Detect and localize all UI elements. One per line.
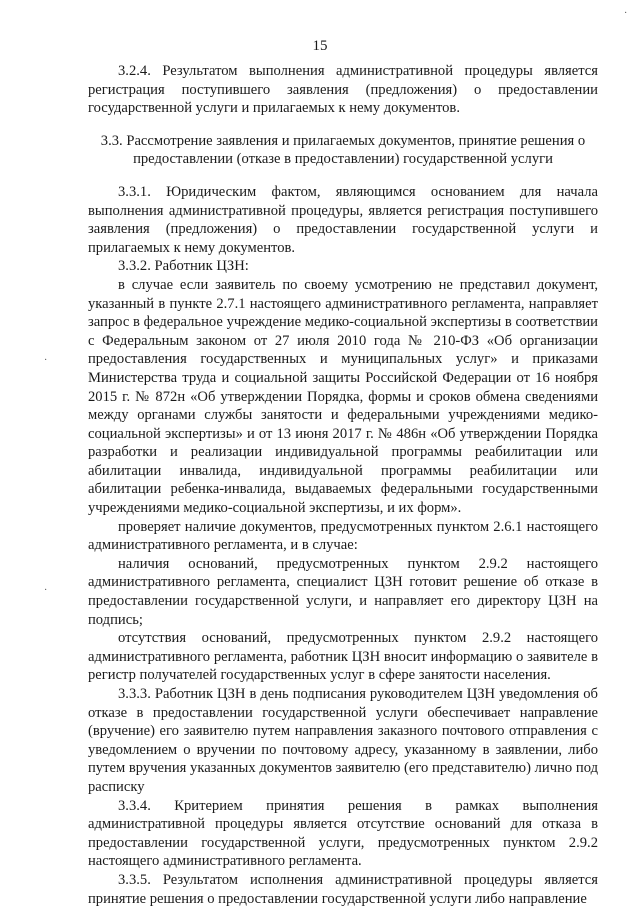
paragraph-3-3-2-register: отсутствия оснований, предусмотренных пунктом 2.9.2 настоящего административного регламента, работник ЦЗН вносит информацию о заявителе в регистр получателей государственных услуг в сфере занятости населения. bbox=[88, 630, 598, 684]
paragraph-3-3-2-request: в случае если заявитель по своему усмотрению не представил документ, указанный в пункте 2.7.1 настоящего административного регламента, направляет запрос в федеральное учреждение медико-социальной экспертизы в соответствии с Федеральным законом от 27 июля 2010 года № 210-ФЗ «Об организации предоставления государственных и муниципальных услуг» и приказами Министерства труда и социальной защиты Российской Федерации от 16 ноября 2015 г. № 872н «Об утверждении Порядка, формы и сроков обмена сведениями между органами службы занятости и федеральными учреждениями медико-социальной экспертизы» и от 13 июня 2017 г. № 486н «Об утверждении Порядка разработки и реализации индивидуальной программы реабилитации или абилитации инвалида, индивидуальной программы реабилитации или абилитации ребенка-инвалида, выдаваемых федеральными государственными учреждениями медико-социальной экспертизы, и их форм». bbox=[88, 276, 598, 517]
page-number: 15 bbox=[312, 38, 328, 54]
paragraph-3-2-4: 3.2.4. Результатом выполнения административной процедуры является регистрация поступившего заявления (предложения) о предоставлении государственной услуги и прилагаемых к нему документов. bbox=[88, 63, 598, 117]
paragraph-3-3-5: 3.3.5. Результатом исполнения административной процедуры является принятие решения о предоставлении государственной услуги либо направление bbox=[88, 871, 598, 907]
scan-mark: · bbox=[624, 8, 628, 19]
paragraph-3-3-2: 3.3.2. Работник ЦЗН: bbox=[118, 258, 249, 275]
scan-mark: · bbox=[44, 355, 48, 366]
paragraph-3-3-4: 3.3.4. Критерием принятия решения в рамках выполнения административной процедуры является отсутствие оснований для отказа в предоставлении государственной услуги, предусмотренных пунктом 2.9.2 настоящего административного регламента. bbox=[88, 797, 598, 870]
scan-mark: · bbox=[44, 585, 48, 596]
paragraph-3-3-3: 3.3.3. Работник ЦЗН в день подписания руководителем ЦЗН уведомления об отказе в предоставлении государственной услуги обеспечивает направление (вручение) его заявителю путем направления заказного почтового отправления с уведомлением о вручении по почтовому адресу, указанному в заявлении, либо путем вручения указанных документов заявителю (его представителю) лично под расписку bbox=[88, 686, 598, 795]
document-body bbox=[88, 62, 598, 908]
paragraph-3-3-2-refusal: наличия оснований, предусмотренных пунктом 2.9.2 настоящего административного регламента, специалист ЦЗН готовит решение об отказе в предоставлении государственной услуги, и направляет его директору ЦЗН на подпись; bbox=[88, 555, 598, 628]
paragraph-3-3-2-check: проверяет наличие документов, предусмотренных пунктом 2.6.1 настоящего административного регламента, и в случае: bbox=[88, 518, 598, 554]
section-heading-3-3: 3.3. Рассмотрение заявления и прилагаемых документов, принятие решения о предоставлении (отказе в предоставлении) государственной услуги bbox=[100, 132, 586, 168]
paragraph-3-3-1: 3.3.1. Юридическим фактом, являющимся основанием для начала выполнения административной процедуры, является регистрация поступившего заявления (предложения) о предоставлении государственной услуги и прилагаемых к нему документов. bbox=[88, 183, 598, 256]
